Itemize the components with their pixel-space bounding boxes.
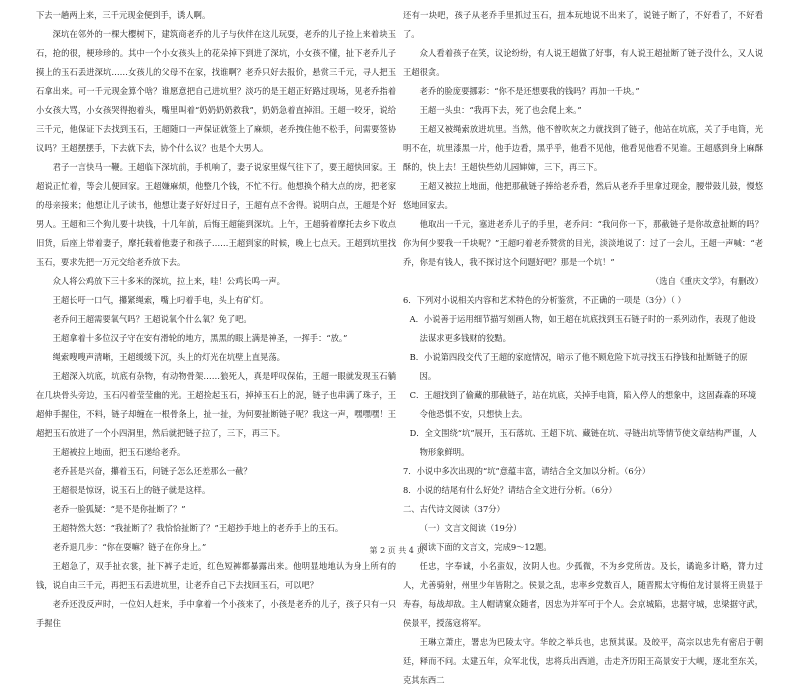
left-paragraph: 王超急了，双手扯衣裳，扯下裤子走近，红色短裤都暴露出来。他明显地地认为身上所有的钱，说自由三千元，再把玉石丢进坑里，让老乔自己下去找回玉石，可以吧？ xyxy=(36,561,396,590)
left-column xyxy=(36,6,396,633)
left-paragraph: 老乔甚是兴奋，攥着玉石，问链子怎么还差那么一截？ xyxy=(52,466,252,476)
right-paragraph: D．全文围绕“坑”展开，玉石落坑、王超下坑、藏链在坑、寻链出坑等情节使文章结构严谨，人物形象鲜明。 xyxy=(409,428,757,457)
page-footer: 第 2 页 共 4 页 xyxy=(369,546,425,555)
left-paragraph: 王超长吁一口气，攥紧绳索，嘴上叼着手电，头上有矿灯。 xyxy=(52,295,269,305)
left-paragraph: 君子一言快马一鞭。王超临下深坑前，手机响了，妻子说家里煤气往下了，要王超快回家。王超说正忙着，等会儿便回家。王超嫌麻烦，他整几个钱，不忙不行。他想换个稍大点的房，把老家的母亲接来；他想让儿子读书，他想让妻子好好过日子，王超有点不舍得。说明白点，王超是个好男人。王超和三个狗儿要十块钱，十几年前，后悔王超能到深坑。上午，王超骑着摩托去乡下收点旧货，后座上带着妻子，摩托载着他妻子和孩子……王超到家的时候，晚上七点天。王超到坑里找玉石，要求先把一万元交给老乔放下去。 xyxy=(36,162,396,267)
right-paragraph: 老乔的脸庞要挪彩：“你不是还想要我的钱吗？再加一千块。” xyxy=(419,86,640,96)
right-paragraph: 7．小说中多次出现的“坑”意蕴丰富，请结合全文加以分析。（6分） xyxy=(403,466,651,476)
right-paragraph: A．小说善于运用细节描写刻画人物，如王超在坑底找到玉石链子时的一系列动作，表现了他设法谋求更多钱财的狡黠。 xyxy=(409,314,756,343)
left-paragraph: 绳索嗖嗖声清晰，王超缓缓下沉，头上的灯光在坑壁上直晃荡。 xyxy=(52,352,285,362)
left-paragraph: 老乔退几步：“你在耍嘛？链子在你身上。” xyxy=(52,542,207,552)
right-paragraph: 6．下列对小说相关内容和艺术特色的分析鉴赏，不正确的一项是（3分）（ ） xyxy=(403,295,686,305)
right-paragraph: 他取出一千元，塞进老乔儿子的手里，老乔问：“我问你一下，那截链子是你故意扯断的吗？你为何少要我一千块呢？”王超叼着老乔赞赏的目光，淡淡地说了：过了一会儿，王超一声喊：“老乔，你是有钱人，我不探讨这个问题好吧？那是一个坑！” xyxy=(403,219,763,267)
left-paragraph: 王超深入坑底，坑底有杂物，有动物骨架……狼死人，真是呼叹保佑，王超一眼就发现玉石躺在几块骨头旁边，玉石闪着莹莹幽的光。王超捡起玉石，掉掉玉石上的泥，链子也串满了珠子，王超伸手握住，不料，链子却缠在一根骨条上，扯一扯，为何要扯断链子呢？我这一声，嘿嘿嘿！王超把玉石放进了一个小四洞里，然后就把链子拉了，三下，再三下。 xyxy=(36,371,396,438)
right-paragraph: C．王超找到了偷藏的那截链子，站在坑底，关掉手电筒，陷入停人的想象中，这固森森的环境令他恐惧不安，只想快上去。 xyxy=(409,390,757,419)
right-paragraph: 王超又被绳索放进坑里。当然，他不曾吹灰之力就找到了链子，他站在坑底，关了手电筒，光明不在，坑里漆黑一片，他手边看，黑乎乎，他看不见他，他看见他看不见谁。王超感到身上麻酥酥的，快上去！王超快些幼儿园婶婶，三下，再三下。 xyxy=(403,124,763,172)
left-paragraph: 老乔一脸狐疑：“是不是你扯断了？” xyxy=(52,504,186,514)
right-paragraph: 王琳立萧庄，署忠为巴陵太守。华皎之举兵也，忠预其谋。及皎平，高宗以忠先有密启于朝廷，释而不问。太建五年，众军北伐，忠将兵出西道，击走齐历阳王高景安于大岘，逐北至东关，克其东西二 xyxy=(403,637,763,685)
left-paragraph: 深坑在邻外的一棵大樱树下，建筑商老乔的儿子与伙伴在这儿玩耍，老乔的儿子捡上来着块玉石，抢的很，梗珍珍的。其中一个小女孩头上的花朵掉下到进了深坑，小女孩不懂，扯下老乔儿子摸上的玉石丢进深坑……女孩儿的父母不在家，找谁啊？老乔只好去报价，悬赏三千元，寻人把玉石拿出来。可一千元现金算个啥？谁愿意把自己进坑里？淡巧的是王超正好路过现场，见老乔指着小女孩大骂，小女孩哭得抱着头，嘴里叫着“奶奶奶奶救我”，奶奶急着直掉泪。王超一咬牙，说给三千元，他保证下去找到玉石，王超随口一声保证就签上了麻烦，老乔拽住他不松手，问需要签协议吗？王超摆摆手，下去就下去，协个什么议？也是个大男人。 xyxy=(36,29,396,153)
right-paragraph: 众人看着孩子在笑，议论纷纷，有人说王超做了好事，有人说王超扯断了链子没什么，又人说王超很贪。 xyxy=(403,48,763,77)
left-paragraph: 老乔问王超需要氧气吗？王超说氧个什么氧？免了吧。 xyxy=(52,314,252,324)
right-paragraph: （选自《重庆文学》，有删改） xyxy=(650,276,763,286)
right-paragraph: 王超又被拉上地面，他把那截链子捧给老乔看，然后从老乔手里拿过现金，腰带鼓儿鼓，慢悠悠地回家去。 xyxy=(403,181,763,210)
right-column xyxy=(403,6,763,690)
left-paragraph: 王超特然大怒：“我扯断了？我恰恰扯断了？”王超抄手地上的老乔手上的玉石。 xyxy=(52,523,344,533)
right-paragraph: （一）文言文阅读（19分） xyxy=(419,523,522,533)
left-paragraph: 王超被拉上地面，把玉石递给老乔。 xyxy=(52,447,186,457)
left-paragraph: 王超很是惊讶，说玉石上的链子就是这样。 xyxy=(52,485,211,495)
right-paragraph: 8．小说的结尾有什么好处？请结合全文进行分析。（6分） xyxy=(403,485,617,495)
right-paragraph: 二、古代诗文阅读（37分） xyxy=(403,504,505,514)
left-paragraph: 王超拿着十多位汉子守在安有滑轮的地方，黑黑的眼上满是神圣，一挥手：“放。” xyxy=(52,333,348,343)
right-paragraph: B．小说第四段交代了王超的家庭情况，暗示了他不顾危险下坑寻找玉石挣钱和扯断链子的原因。 xyxy=(409,352,748,381)
left-paragraph: 下去一趟两上来，三千元现金便到手，诱人啊。 xyxy=(36,10,211,20)
right-paragraph: 任忠，字奉诚，小名蛮奴，汝阴人也。少孤微，不为乡党所齿。及长，谲诡多计略，膂力过人，尤善骑射，州里少年皆附之。侯景之乱，忠率乡党数百人，随晋熙太守梅伯龙讨景将王贵显于寿春，每战却敌。主人帽请窠众随者，因忠为并军可于个人。会京城陷，忠据守城，忠梁据守武，侯景平，授荡寇将军。 xyxy=(403,561,763,628)
right-paragraph: 阅读下面的文言文，完成9～12题。 xyxy=(419,542,552,552)
right-paragraph: 王超一头虫：“我再下去，死了也会爬上来。” xyxy=(419,105,582,115)
right-paragraph: 还有一块吧，孩子从老乔手里抓过玉石，扭本玩地说不出来了，说链子断了，不好看了，不好看了。 xyxy=(403,10,763,39)
left-paragraph: 老乔还没反声时，一位妇人赶来，手中拿着一个小孩来了，小孩是老乔的儿子，孩子只有一只手握住 xyxy=(36,599,396,628)
left-paragraph: 众人将公鸡放下三十多米的深坑，拉上来，哇！公鸡长鸣一声。 xyxy=(52,276,285,286)
